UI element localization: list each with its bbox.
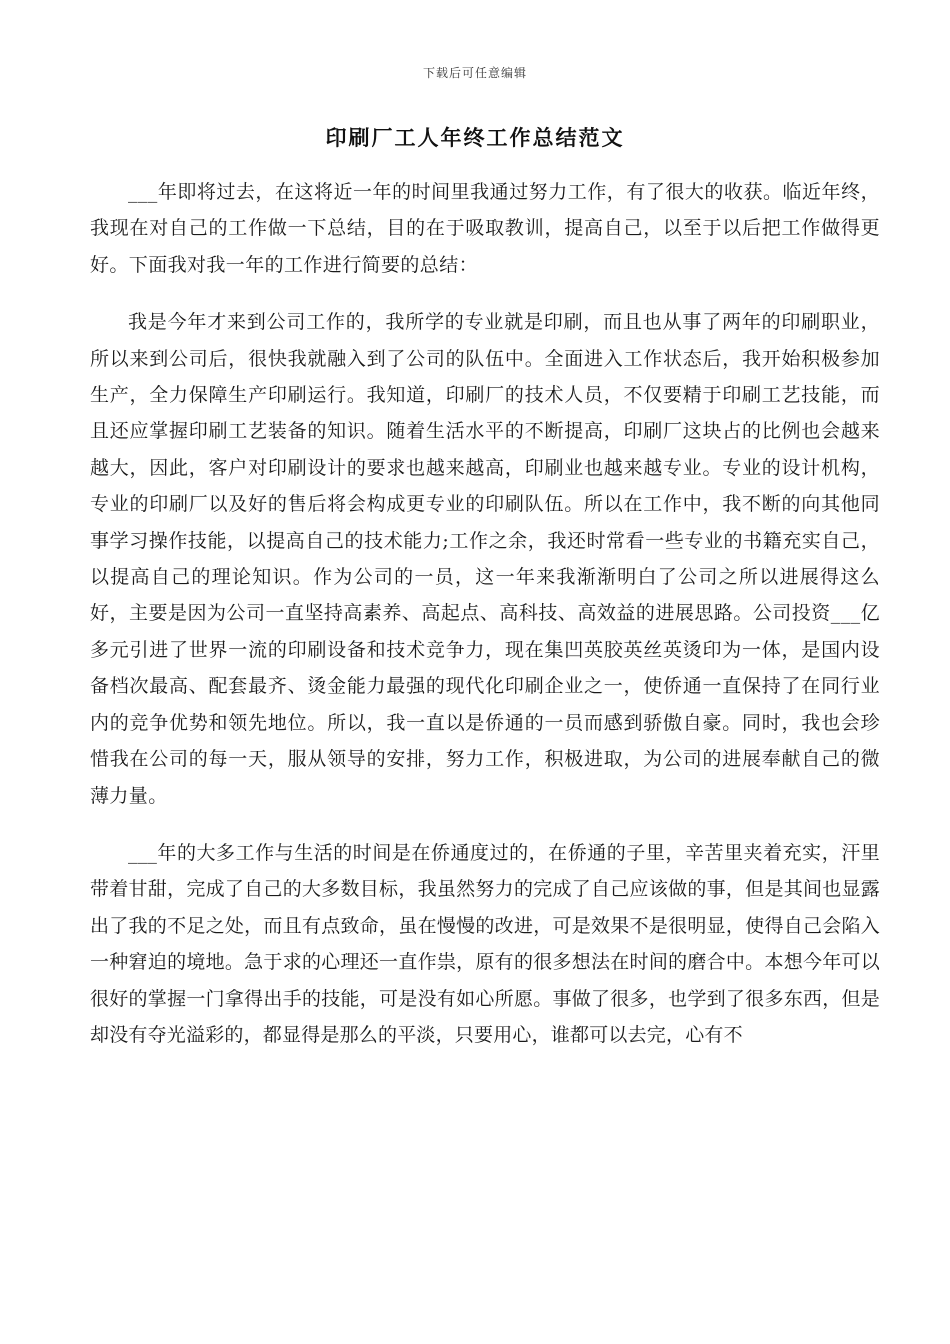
document-title: 印刷厂工人年终工作总结范文: [325, 125, 625, 150]
paragraph-intro: ___年即将过去，在这将近一年的时间里我通过努力工作，有了很大的收获。临近年终，我现在对自己的工作做一下总结，目的在于吸取教训，提高自己，以至于以后把工作做得更好。下面我对我一年的工作进行简要的总结：: [90, 181, 880, 276]
paragraph-work-summary: 我是今年才来到公司工作的，我所学的专业就是印刷，而且也从事了两年的印刷职业，所以来到公司后，很快我就融入到了公司的队伍中。全面进入工作状态后，我开始积极参加生产，全力保障生产印刷运行。我知道，印刷厂的技术人员，不仅要精于印刷工艺技能，而且还应掌握印刷工艺装备的知识。随着生活水平的不断提高，印刷厂这块占的比例也会越来越大，因此，客户对印刷设计的要求也越来越高，印刷业也越来越专业。专业的设计机构，专业的印刷厂以及好的售后将会构成更专业的印刷队伍。所以在工作中，我不断的向其他同事学习操作技能，以提高自己的技术能力;工作之余，我还时常看一些专业的书籍充实自己，以提高自己的理论知识。作为公司的一员，这一年来我渐渐明白了公司之所以进展得这么好，主要是因为公司一直坚持高素养、高起点、高科技、高效益的进展思路。公司投资___亿多元引进了世界一流的印刷设备和技术竞争力，现在集凹英胶英丝英烫印为一体，是国内设备档次最高、配套最齐、烫金能力最强的现代化印刷企业之一，使侨通一直保持了在同行业内的竞争优势和领先地位。所以，我一直以是侨通的一员而感到骄傲自豪。同时，我也会珍惜我在公司的每一天，服从领导的安排，努力工作，积极进取，为公司的进展奉献自己的微薄力量。: [90, 311, 880, 807]
document-body: [90, 174, 880, 1074]
header-note: 下载后可任意编辑: [422, 66, 527, 80]
paragraph-reflection: ___年的大多工作与生活的时间是在侨通度过的，在侨通的子里，辛苦里夹着充实，汗里带着甘甜，完成了自己的大多数目标，我虽然努力的完成了自己应该做的事，但是其间也显露出了我的不足之处，而且有点致命，虽在慢慢的改进，可是效果不是很明显，使得自己会陷入一种窘迫的境地。急于求的心理还一直作祟，原有的很多想法在时间的磨合中。本想今年可以很好的掌握一门拿得出手的技能，可是没有如心所愿。事做了很多，也学到了很多东西，但是却没有夺光溢彩的，都显得是那么的平淡，只要用心，谁都可以去完，心有不: [90, 841, 880, 1046]
